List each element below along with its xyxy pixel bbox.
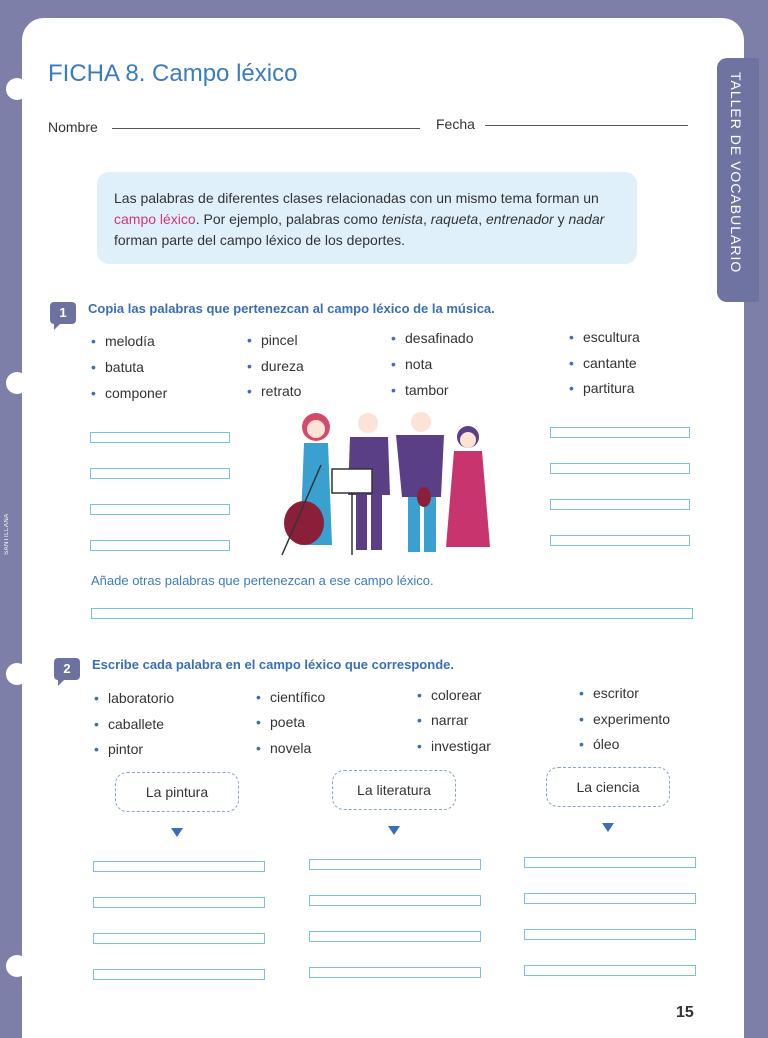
word-item: • componer [105, 385, 167, 401]
arrow-down-icon [171, 828, 183, 837]
word-item: • novela [270, 740, 311, 756]
answer-box[interactable] [90, 432, 230, 443]
exercise1-instruction: Copia las palabras que pertenezcan al campo léxico de la música. [88, 301, 495, 316]
exercise-number-badge: 1 [50, 302, 76, 324]
word-item: • batuta [105, 359, 144, 375]
answer-box[interactable] [524, 965, 696, 976]
word-item: • tambor [405, 382, 449, 398]
fecha-line[interactable] [485, 125, 688, 126]
word-item: • cantante [583, 355, 637, 371]
answer-box[interactable] [309, 895, 481, 906]
word-item: • melodía [105, 333, 155, 349]
word-item: • pincel [261, 332, 298, 348]
answer-box[interactable] [550, 427, 690, 438]
word-item: • retrato [261, 383, 301, 399]
word-item: • científico [270, 689, 325, 705]
arrow-down-icon [388, 826, 400, 835]
definition-text: Las palabras de diferentes clases relacionadas con un mismo tema forman un campo léxico. Por ejemplo, palabras como tenista, raqueta, entrenador y nadar forman parte del campo léxico de los deportes. [114, 190, 605, 248]
category-la-pintura: La pintura [115, 772, 239, 812]
arrow-down-icon [602, 823, 614, 832]
word-item: • laboratorio [108, 690, 174, 706]
add-more-answer-box[interactable] [91, 608, 693, 619]
answer-box[interactable] [309, 859, 481, 870]
word-item: • experimento [593, 711, 670, 727]
word-item: • investigar [431, 738, 491, 754]
word-item: • poeta [270, 714, 305, 730]
answer-box[interactable] [309, 967, 481, 978]
answer-box[interactable] [90, 504, 230, 515]
side-tab-label: TALLER DE VOCABULARIO [728, 72, 744, 274]
category-la-literatura: La literatura [332, 770, 456, 810]
word-item: • colorear [431, 687, 482, 703]
page-number: 15 [676, 1004, 694, 1021]
category-la-ciencia: La ciencia [546, 767, 670, 807]
word-item: • pintor [108, 741, 143, 757]
answer-box[interactable] [309, 931, 481, 942]
answer-box[interactable] [524, 929, 696, 940]
exercise2-instruction: Escribe cada palabra en el campo léxico que corresponde. [92, 657, 454, 672]
page-title: FICHA 8. Campo léxico [48, 60, 298, 87]
fecha-label: Fecha [436, 116, 475, 132]
word-item: • escritor [593, 685, 639, 701]
word-item: • desafinado [405, 330, 474, 346]
answer-box[interactable] [93, 861, 265, 872]
word-item: • dureza [261, 358, 304, 374]
answer-box[interactable] [524, 893, 696, 904]
answer-box[interactable] [550, 499, 690, 510]
add-more-instruction: Añade otras palabras que pertenezcan a ese campo léxico. [91, 573, 434, 588]
answer-box[interactable] [550, 535, 690, 546]
spine-brand: SANTILLANA [4, 513, 10, 555]
definition-box [97, 172, 637, 264]
word-item: • escultura [583, 329, 640, 345]
answer-box[interactable] [93, 933, 265, 944]
answer-box[interactable] [90, 468, 230, 479]
word-item: • narrar [431, 712, 468, 728]
answer-box[interactable] [524, 857, 696, 868]
musicians-illustration [276, 405, 500, 565]
word-item: • óleo [593, 736, 619, 752]
side-tab [717, 58, 759, 302]
nombre-line[interactable] [112, 128, 420, 129]
answer-box[interactable] [90, 540, 230, 551]
word-item: • nota [405, 356, 432, 372]
word-item: • partitura [583, 380, 634, 396]
answer-box[interactable] [93, 897, 265, 908]
word-item: • caballete [108, 716, 164, 732]
nombre-label: Nombre [48, 119, 98, 135]
answer-box[interactable] [93, 969, 265, 980]
answer-box[interactable] [550, 463, 690, 474]
exercise-number-badge: 2 [54, 658, 80, 680]
